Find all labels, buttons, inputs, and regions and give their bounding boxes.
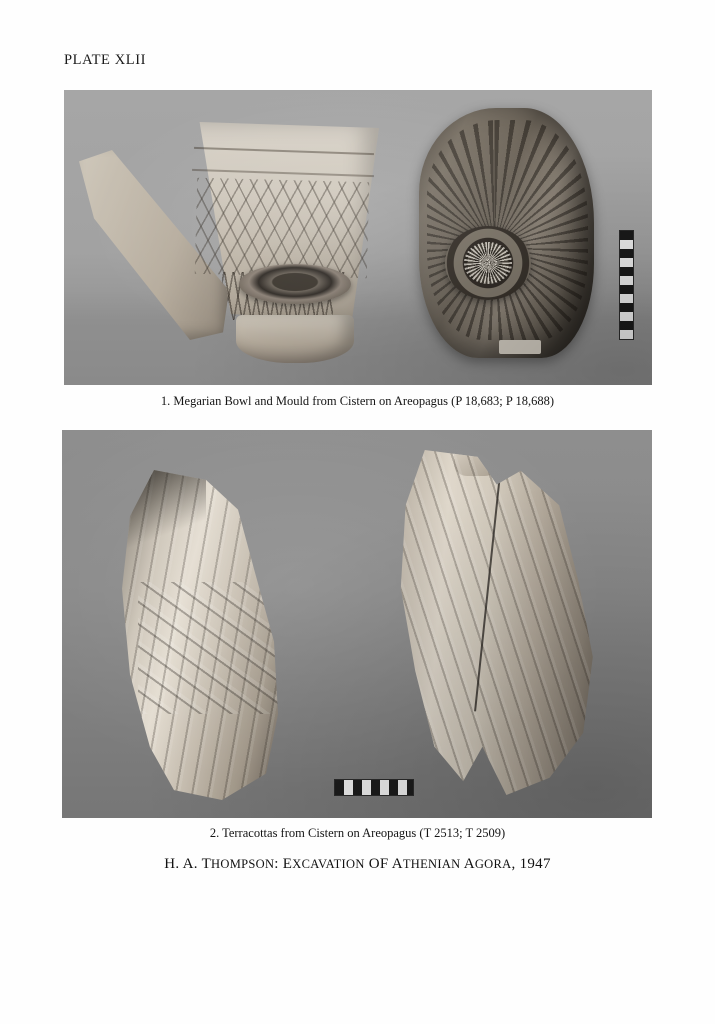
scale-bar-vertical-icon (619, 230, 634, 340)
terracotta-figure-left (102, 470, 302, 800)
credit-place-smallcaps: THENIAN (402, 857, 461, 871)
figure-2-photograph (62, 430, 652, 818)
bowl-net-pattern (195, 178, 369, 278)
terracotta-figure-right (372, 450, 612, 795)
plate-label: PLATE XLII (64, 52, 147, 68)
figure-1-caption: 1. Megarian Bowl and Mould from Cistern on Areopagus (P 18,683; P 18,688) (160, 394, 555, 408)
credit-author: H. A. T (164, 856, 212, 872)
mould-rosette-medallion (445, 226, 531, 300)
mould-support-block (499, 340, 541, 354)
credit-author-smallcaps: HOMPSON (211, 857, 275, 871)
bowl-foot-ring (236, 315, 354, 363)
drapery-folds-right (372, 450, 612, 795)
plate-credit-line (0, 856, 715, 873)
figure-1 (64, 90, 652, 385)
diagonal-drapery-left (138, 582, 278, 714)
bowl-central-medallion (239, 264, 351, 304)
credit-agora-initial: A (460, 856, 475, 872)
credit-title-smallcaps: XCAVATION (292, 857, 365, 871)
figure-2-caption: 2. Terracottas from Cistern on Areopagus (T 2513; T 2509) (209, 826, 506, 840)
shadowed-upper-break-left (114, 470, 206, 556)
credit-of: OF A (364, 856, 403, 872)
scale-bar-horizontal-icon (334, 779, 414, 796)
credit-year: , 1947 (511, 856, 551, 872)
megarian-bowl-object (184, 110, 389, 370)
credit-agora-smallcaps: GORA (474, 857, 512, 871)
credit-separator: : E (274, 856, 293, 872)
megarian-mould-object (419, 108, 594, 358)
figure-2 (62, 430, 652, 818)
figure-1-photograph (64, 90, 652, 385)
